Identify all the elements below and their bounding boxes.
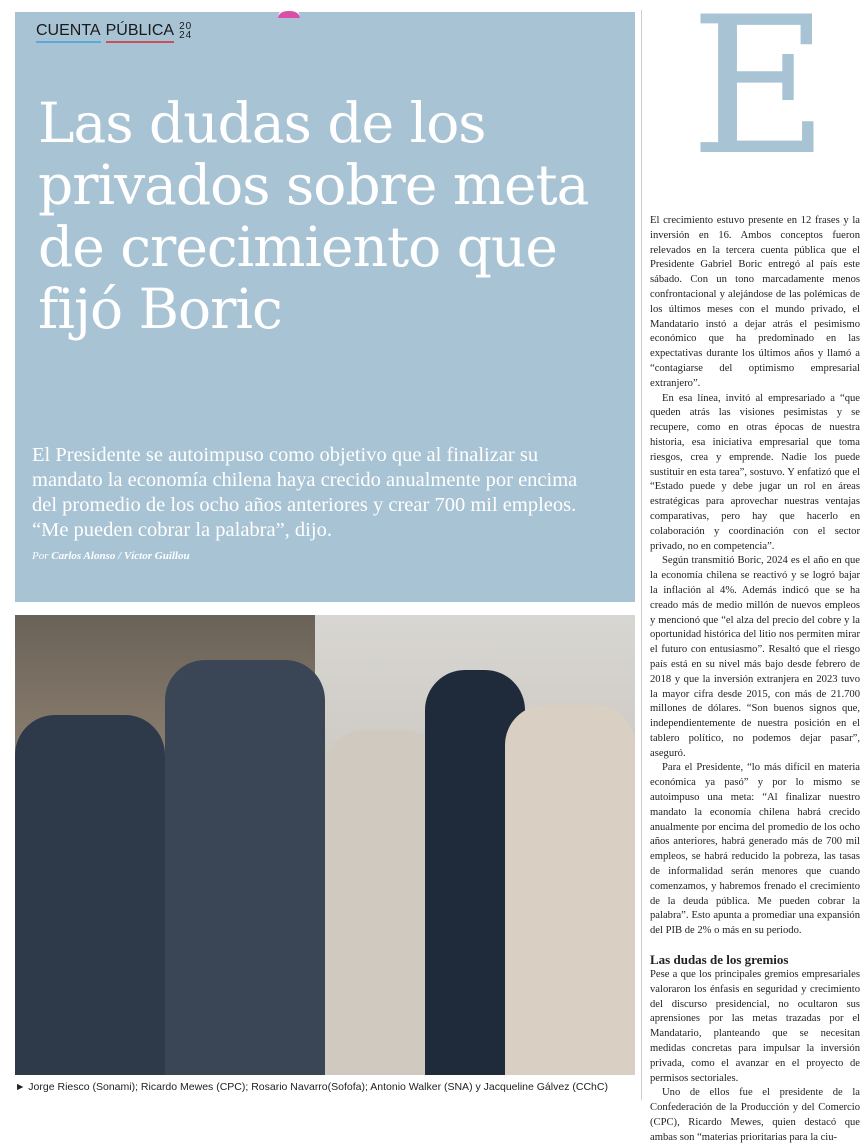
paragraph: En esa línea, invitó al empresariado a “que queden atrás las visiones pesimistas y se recupere, como en otras épocas de nuestra historia, esa iniciativa empresarial que toma riesgos, crea y emprende. Nadie los puede sustituir en esta tarea”, sostuvo. Y enfatizó que el “Estado puede y debe jugar un rol en áreas estratégicas para aprovechar nuestras ventajas comparativas, pero hay que hacerlo en colaboración y coordinación con el sector privado, no en competencia”. [650,392,860,552]
paragraph: Según transmitió Boric, 2024 es el año en que la economía chilena se reactivó y se logró bajar la inflación al 4%. Además indicó que se ha creado más de medio millón de nuevos empleos y mencionó que “el alza del precio del cobre y la oportunidad histórica del litio nos permiten mirar el futuro con entusiasmo”. Resaltó que el riesgo país está en su nivel más bajo desde febrero de 2018 y que la inversión extranjera en 2023 tuvo la mayor cifra desde 2015, con más de 21.700 millones de dólares. “Son buenos signos que, independientemente de nuestra posición en el tablero político, no podemos dejar pasar”, aseguró. [650,555,860,759]
kicker-year: 2024 [179,21,193,41]
paragraph: Para el Presidente, “lo más difícil en materia económica ya pasó” y por lo mismo se autoimpuso una meta: “Al finalizar nuestro mandato la economía chilena habrá crecido anualmente por encima del promedio de los ocho años anteriores, habrá generado más de 700 mil empleos, se habrá reducido la pobreza, las tasas de informalidad serán menores que cuando comenzamos, y habremos frenado el crecimiento de la deuda pública. Me pueden cobrar la palabra”. Esto apunta a promediar una expansión del PIB de 2% o más en su periodo. [650,762,860,937]
subheading: Las dudas de los gremios [650,952,789,968]
byline [32,550,190,562]
headline: Las dudas de los privados sobre meta de crecimiento que fijó Boric [38,91,589,341]
kicker-word-2: PÚBLICA [106,22,174,43]
paragraph: Pese a que los principales gremios empresariales valoraron los énfasis en seguridad y crecimiento del discurso presidencial, no ocultaron sus aprensiones por las metas trazadas por el Mandatario, planteando que se necesitan medidas concretas para impulsar la inversión privada, como el avanzar en el proyecto de permisos sectoriales. [650,969,860,1084]
drop-cap: E [690,0,829,197]
paragraph: El crecimiento estuvo presente en 12 frases y la inversión en 16. Ambos conceptos fueron relevados en la tercera cuenta pública que el Presidente Gabriel Boric entregó al país este sábado. Con un tono marcadamente menos confrontacional y alejándose de las polémicas de los últimos meses con el mundo privado, el Mandatario instó a dejar atrás el pesimismo económico que ha predominado en las expectativas durante los últimos años y llamó a “contagiarse del optimismo empresarial extranjero”. [650,215,860,389]
paragraph: Uno de ellos fue el presidente de la Confederación de la Producción y del Comercio (CPC), Ricardo Mewes, quien destacó que ambas son “materias prioritarias para la ciu- [650,1087,860,1143]
column-divider [641,10,642,1100]
deck: El Presidente se autoimpuso como objetivo que al finalizar su mandato la economía chilena haya crecido anualmente por encima del promedio de los ocho años anteriores y crear 700 mil empleos. “Me pueden cobrar la palabra”, dijo. [32,444,578,541]
article-body [650,214,860,1146]
byline-prefix: Por [32,550,49,562]
section-kicker [36,22,193,43]
kicker-word-1: CUENTA [36,22,101,43]
article-photo [15,615,635,1075]
byline-authors: Carlos Alonso / Víctor Guillou [51,550,190,562]
section-marker-icon [278,8,300,18]
photo-caption: ► Jorge Riesco (Sonami); Ricardo Mewes (CPC); Rosario Navarro(Sofofa); Antonio Walker (SNA) y Jacqueline Gálvez (CChC) [15,1081,608,1093]
